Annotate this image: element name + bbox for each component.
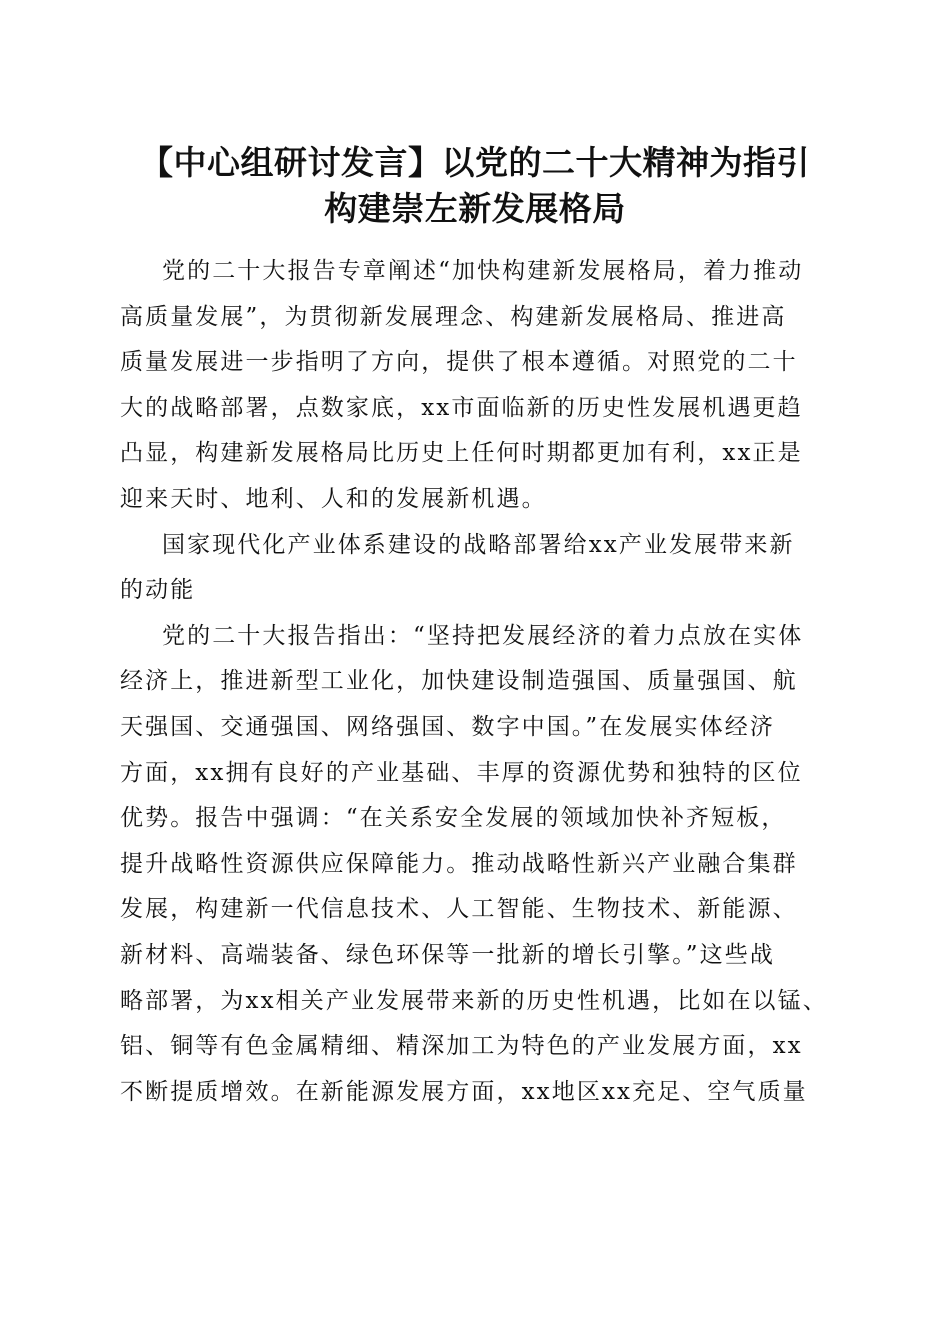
- paragraph-2-line: 略部署，为xx相关产业发展带来新的历史性机遇，比如在以锰、: [120, 987, 828, 1014]
- paragraph-2-line: 新材料、高端装备、绿色环保等一批新的增长引擎。”这些战: [120, 941, 775, 968]
- document-body: [120, 249, 832, 1115]
- title-line-2: 构建崇左新发展格局: [324, 189, 626, 228]
- paragraph-2-line: 党的二十大报告指出：“坚持把发展经济的着力点放在实体: [162, 622, 804, 649]
- document-title: [110, 140, 840, 232]
- paragraph-2-line: 铝、铜等有色金属精细、精深加工为特色的产业发展方面，xx: [120, 1033, 803, 1060]
- paragraph-2-line: 不断提质增效。在新能源发展方面，xx地区xx充足、空气质量: [120, 1078, 808, 1105]
- paragraph-1-line: 党的二十大报告专章阐述“加快构建新发展格局，着力推动: [162, 258, 804, 284]
- paragraph-2-line: 优势。报告中强调：“在关系安全发展的领域加快补齐短板，: [120, 805, 787, 832]
- title-line-1: 【中心组研讨发言】以党的二十大精神为指引: [140, 143, 810, 182]
- paragraph-2-line: 经济上，推进新型工业化，加快建设制造强国、质量强国、航: [120, 668, 798, 695]
- paragraph-1-line: 高质量发展”，为贯彻新发展理念、构建新发展格局、推进高: [120, 303, 787, 330]
- paragraph-2-line: 发展，构建新一代信息技术、人工智能、生物技术、新能源、: [120, 896, 798, 923]
- section-heading-line: 国家现代化产业体系建设的战略部署给xx产业发展带来新: [162, 531, 795, 558]
- paragraph-2-line: 提升战略性资源供应保障能力。推动战略性新兴产业融合集群: [120, 850, 798, 877]
- paragraph-2-line: 方面，xx拥有良好的产业基础、丰厚的资源优势和独特的区位: [120, 759, 803, 786]
- paragraph-1-line: 质量发展进一步指明了方向，提供了根本遵循。对照党的二十: [120, 349, 798, 376]
- section-heading-line: 的动能: [120, 577, 196, 604]
- paragraph-1-line: 大的战略部署，点数家底，xx市面临新的历史性发展机遇更趋: [120, 394, 803, 421]
- paragraph-2-line: 天强国、交通强国、网络强国、数字中国。”在发展实体经济: [120, 713, 775, 740]
- paragraph-1-line: 凸显，构建新发展格局比历史上任何时期都更加有利，xx正是: [120, 440, 803, 467]
- paragraph-1-line: 迎来天时、地利、人和的发展新机遇。: [120, 485, 547, 512]
